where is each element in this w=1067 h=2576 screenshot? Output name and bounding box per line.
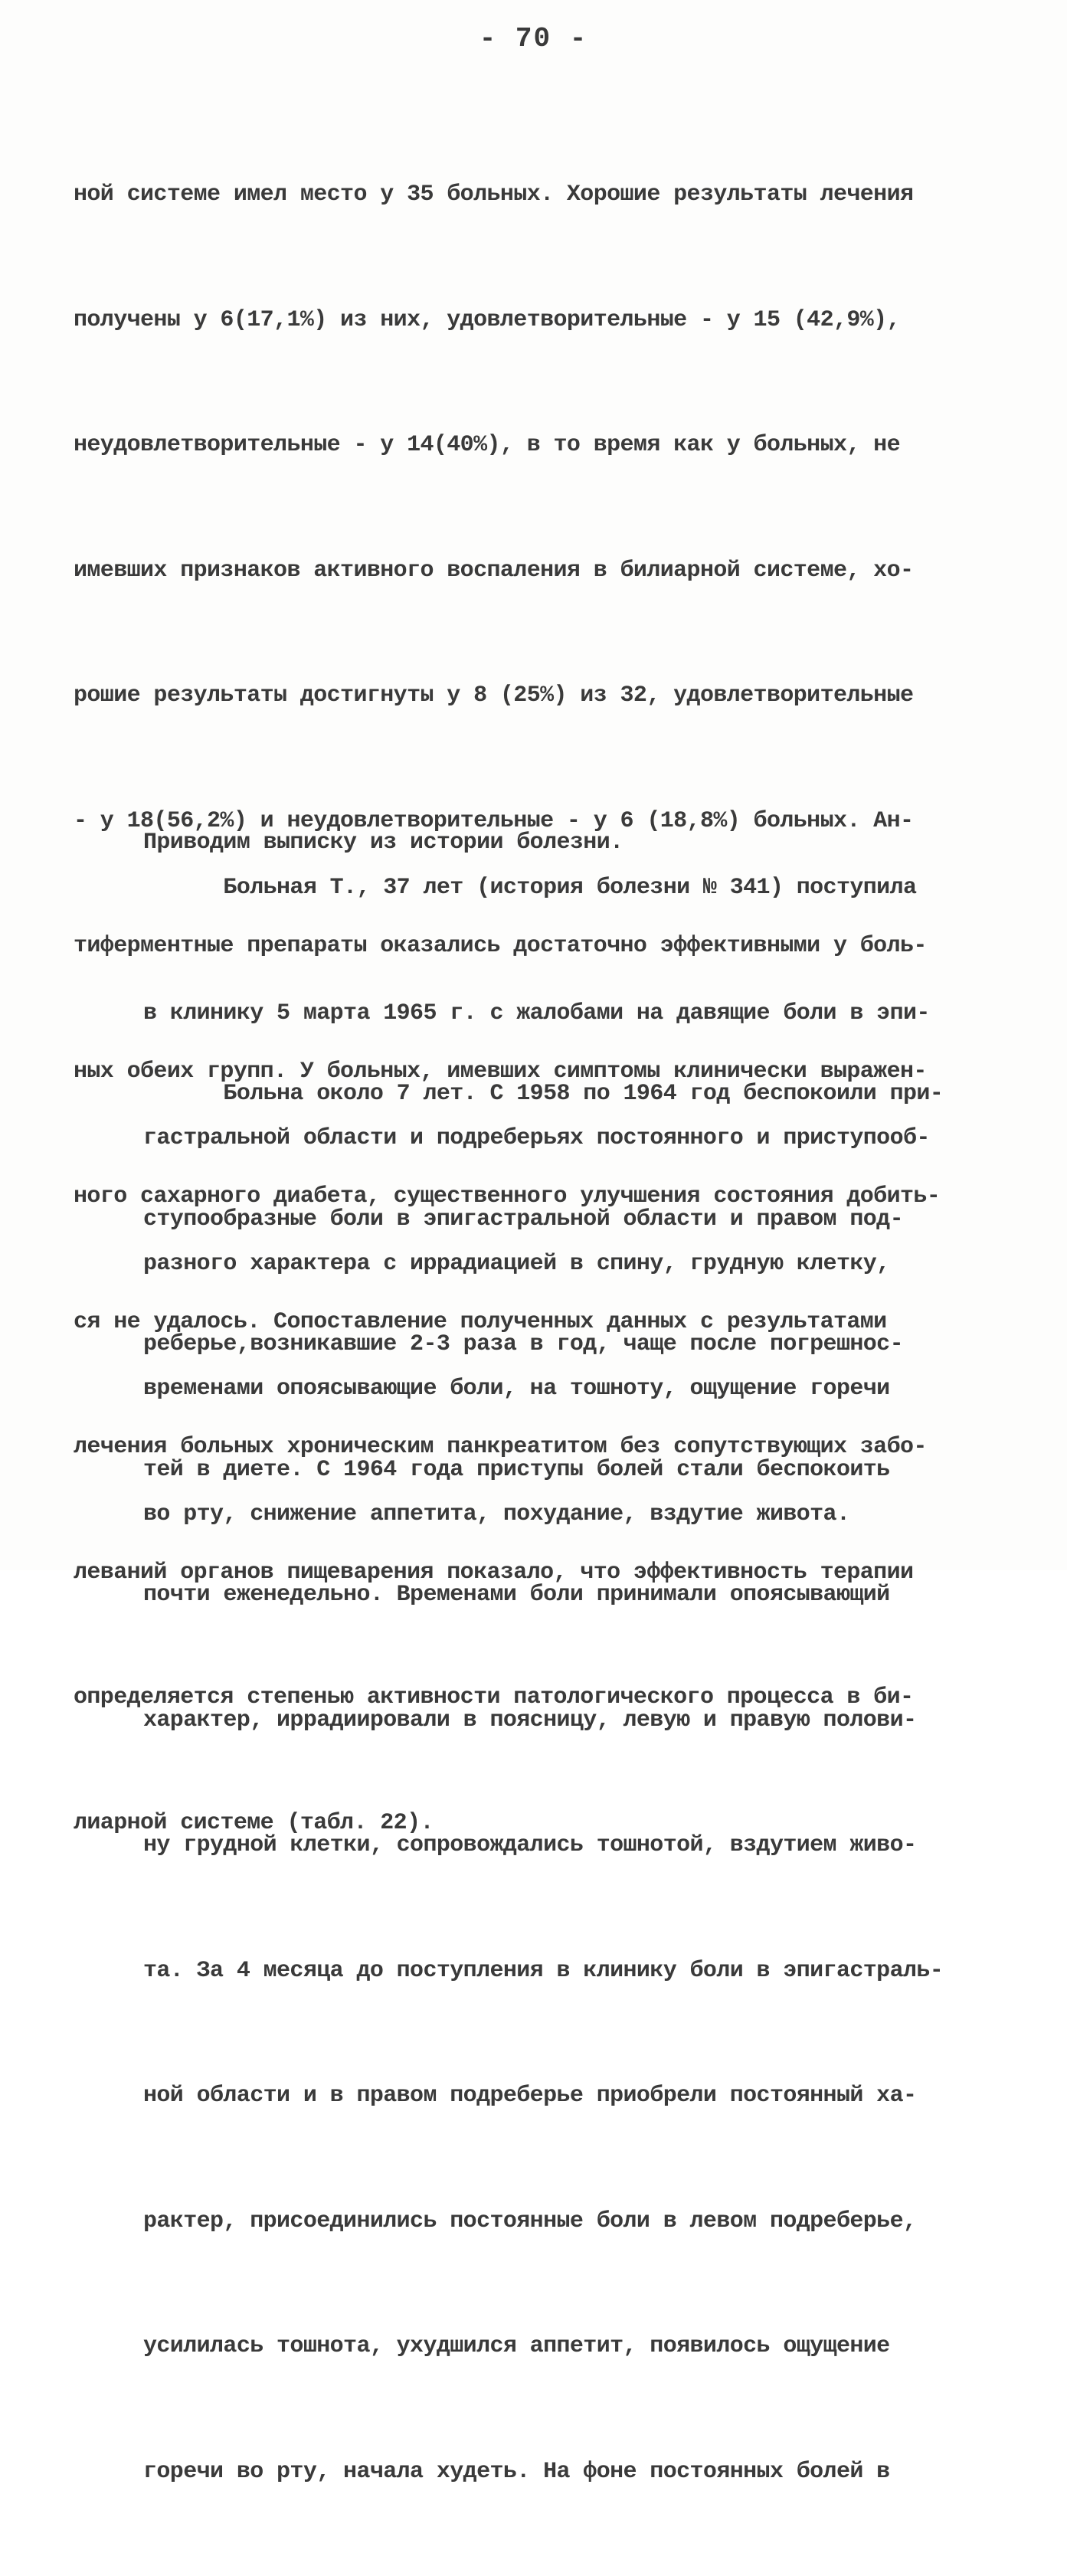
text-line: тиферментные препараты оказались достаточно эффективными у боль-: [74, 933, 927, 959]
text-line: Приводим выписку из истории болезни.: [143, 830, 624, 856]
text-line: имевших признаков активного воспаления в билиарной системе, хо-: [74, 557, 914, 584]
text-line: рактер, присоединились постоянные боли в левом подреберье,: [143, 2208, 917, 2234]
text-line: ных обеих групп. У больных, имевших симптомы клинически выражен-: [74, 1058, 927, 1085]
text-line: реберье,возникавшие 2-3 раза в год, чаще после погрешнос-: [143, 1331, 903, 1357]
text-line: гастральной области и подреберьях постоянного и приступооб-: [143, 1125, 930, 1151]
text-line: разного характера с иррадиацией в спину, грудную клетку,: [143, 1250, 890, 1277]
text-line: ной области и в правом подреберье приобрели постоянный ха-: [143, 2083, 917, 2109]
text-line: неудовлетворительные - у 14(40%), в то время как у больных, не: [74, 432, 900, 458]
text-line: рошие результаты достигнуты у 8 (25%) из 32, удовлетворительные: [74, 682, 914, 709]
text-line: ного сахарного диабета, существенного улучшения состояния добить-: [74, 1183, 941, 1209]
text-line: получены у 6(17,1%) из них, удовлетворительные - у 15 (42,9%),: [74, 306, 900, 333]
paragraph-case-history: [143, 990, 943, 2576]
text-line: ну грудной клетки, сопровождались тошнотой, вздутием живо-: [143, 1832, 917, 1858]
text-line: ся не удалось. Сопоставление полученных данных с результатами: [74, 1308, 887, 1335]
text-line: та. За 4 месяца до поступления в клинику боли в эпигастраль-: [143, 1957, 944, 1984]
text-line: ступообразные боли в эпигастральной области и правом под-: [143, 1206, 903, 1232]
text-line: характер, иррадиировали в поясницу, левую и правую полови-: [143, 1707, 917, 1733]
text-line: Больная Т., 37 лет (история болезни № 341) поступила: [143, 875, 917, 901]
text-line: лечения больных хроническим панкреатитом без сопутствующих забо-: [74, 1434, 927, 1460]
page-number: - 70 -: [479, 23, 588, 54]
text-line: Больна около 7 лет. С 1958 по 1964 год беспокоили при-: [143, 1081, 944, 1107]
text-line: тей в диете. С 1964 года приступы болей стали беспокоить: [143, 1456, 890, 1483]
text-line: во рту, снижение аппетита, похудание, вздутие живота.: [143, 1501, 850, 1527]
text-line: усилилась тошнота, ухудшился аппетит, появилось ощущение: [143, 2333, 890, 2359]
text-line: временами опоясывающие боли, на тошноту, ощущение горечи: [143, 1376, 890, 1402]
text-line: ной системе имел место у 35 больных. Хорошие результаты лечения: [74, 182, 914, 208]
text-line: леваний органов пищеварения показало, что эффективность терапии: [74, 1559, 914, 1586]
text-line: в клинику 5 марта 1965 г. с жалобами на давящие боли в эпи-: [143, 1000, 930, 1026]
text-line: почти еженедельно. Временами боли принимали опоясывающий: [143, 1582, 890, 1608]
text-line: - у 18(56,2%) и неудовлетворительные - у 6 (18,8%) больных. Ан-: [74, 807, 914, 834]
text-line: горечи во рту, начала худеть. На фоне постоянных болей в: [143, 2458, 890, 2485]
text-line: определяется степенью активности патологического процесса в би-: [74, 1684, 914, 1710]
text-line: лиарной системе (табл. 22).: [74, 1809, 434, 1836]
